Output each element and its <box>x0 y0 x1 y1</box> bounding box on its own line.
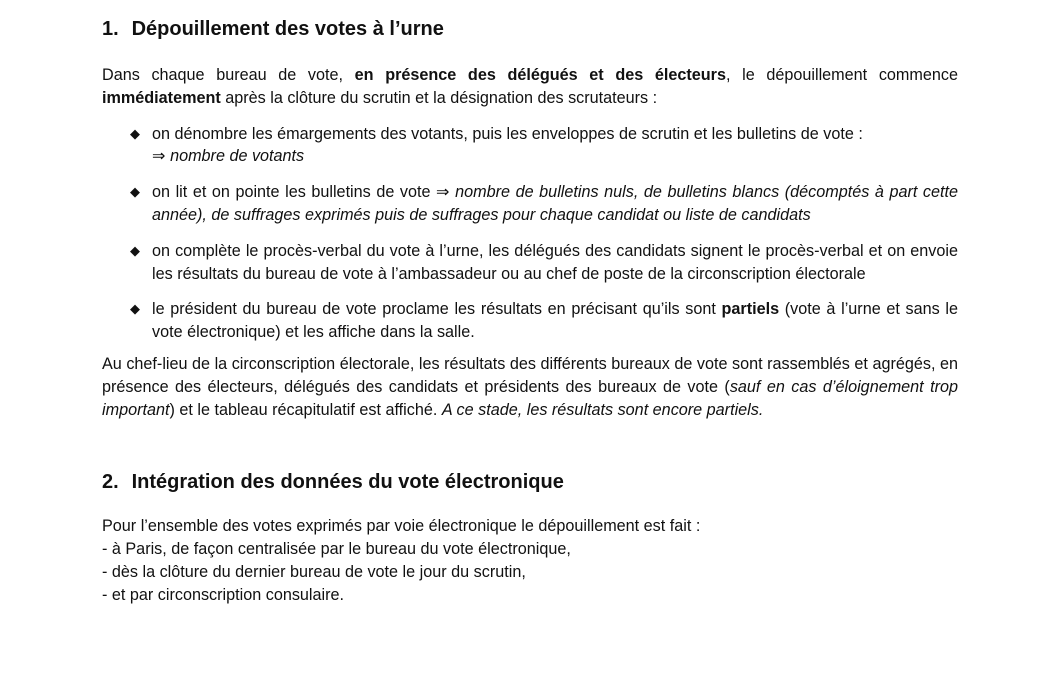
section-2-item-3: - et par circonscription consulaire. <box>102 585 345 604</box>
diamond-bullet-icon: ◆ <box>130 301 140 317</box>
bullet-4-text-1: le président du bureau de vote proclame les résultats en précisant qu’ils sont <box>152 300 722 319</box>
section-1-number: 1. <box>102 18 119 40</box>
bullet-item-3 <box>102 240 958 286</box>
bullet-1-arrow: ⇒ <box>152 147 171 166</box>
bullet-2-text: on lit et on pointe les bulletins de vote ⇒ <box>152 183 456 202</box>
closing-text-2: ) et le tableau récapitulatif est affiché. <box>169 400 442 419</box>
section-1-intro <box>102 64 958 110</box>
section-2-title: Intégration des données du vote électronique <box>131 471 564 494</box>
section-2-item-1: - à Paris, de façon centralisée par le bureau du vote électronique, <box>102 540 571 559</box>
bullet-4-bold: partiels <box>721 300 780 319</box>
bullet-item-4 <box>102 298 958 344</box>
section-1-bullet-list <box>102 123 958 344</box>
bullet-1-text: on dénombre les émargements des votants, puis les enveloppes de scrutin et les bulletins de vote : <box>152 124 863 143</box>
section-1-heading <box>102 16 958 42</box>
section-1-closing <box>102 353 958 421</box>
bullet-item-1 <box>102 123 958 169</box>
diamond-bullet-icon: ◆ <box>130 242 140 258</box>
section-1-title: Dépouillement des votes à l’urne <box>131 18 444 40</box>
intro-text-3: après la clôture du scrutin et la désignation des scrutateurs : <box>220 88 658 107</box>
closing-text-1: Au chef-lieu de la circonscription électorale, les résultats des différents bureaux de vote sont rassemblés et agrégés, en présence des électeurs, délégués des candidats et présidents des bureaux de vote ( <box>102 354 958 396</box>
intro-text-2: , le dépouillement commence <box>725 66 958 84</box>
section-2-intro: Pour l’ensemble des votes exprimés par voie électronique le dépouillement est fait : <box>102 517 701 536</box>
closing-italic-1: sauf en cas d’éloignement trop important <box>102 377 958 419</box>
bullet-item-2 <box>102 181 958 227</box>
section-2-number: 2. <box>102 471 119 494</box>
bullet-1-italic: nombre de votants <box>170 147 305 166</box>
section-2-list <box>102 538 958 606</box>
bullet-2-italic: nombre de bulletins nuls, de bulletins blancs (décomptés à part cette année), de suffrages exprimés puis de suffrages pour chaque candidat ou liste de candidats <box>152 183 959 224</box>
bullet-3-text: on complète le procès-verbal du vote à l’urne, les délégués des candidats signent le procès-verbal et on envoie les résultats du bureau de vote à l’ambassadeur ou au chef de poste de la circonscription électorale <box>152 241 958 283</box>
intro-bold-2: immédiatement <box>102 88 221 107</box>
document-content <box>102 16 958 607</box>
bullet-4-text-2: (vote à l’urne et sans le vote électronique) et les affiche dans la salle. <box>152 300 958 342</box>
diamond-bullet-icon: ◆ <box>130 184 140 200</box>
intro-text-1: Dans chaque bureau de vote, <box>102 66 355 84</box>
intro-bold-1: en présence des délégués et des électeurs <box>354 66 726 84</box>
diamond-bullet-icon: ◆ <box>130 125 140 141</box>
section-2-item-2: - dès la clôture du dernier bureau de vote le jour du scrutin, <box>102 562 526 581</box>
closing-italic-2: A ce stade, les résultats sont encore partiels. <box>441 400 764 419</box>
section-2-heading <box>102 469 958 495</box>
